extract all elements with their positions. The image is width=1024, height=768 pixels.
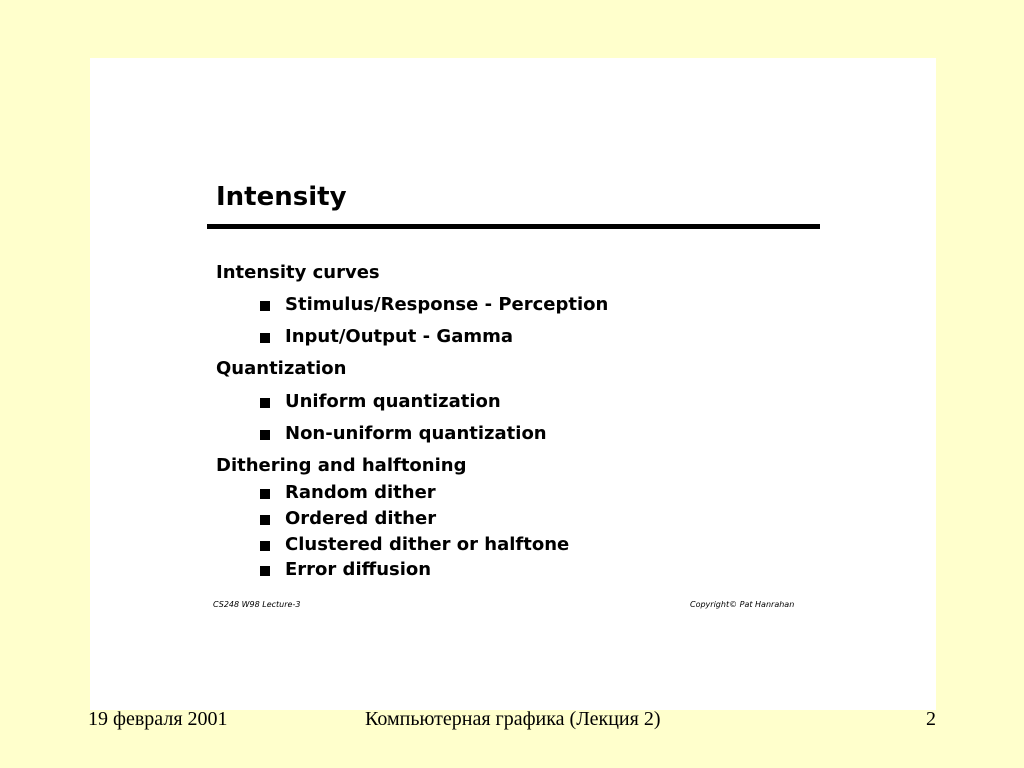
bullet-square-icon bbox=[260, 430, 270, 440]
slide-image-panel bbox=[90, 58, 936, 710]
outline-subitem: Stimulus/Response - Perception bbox=[285, 294, 609, 315]
outline-subitem: Random dither bbox=[285, 482, 436, 503]
copyright-note: Copyright© Pat Hanrahan bbox=[690, 600, 795, 609]
bullet-square-icon bbox=[260, 515, 270, 525]
outline-subitem: Non-uniform quantization bbox=[285, 423, 547, 444]
course-note: CS248 W98 Lecture-3 bbox=[213, 600, 301, 609]
footer-page-number: 2 bbox=[926, 708, 936, 730]
outline-subitem: Error diffusion bbox=[285, 559, 432, 580]
bullet-square-icon bbox=[260, 566, 270, 576]
outline-subitem: Uniform quantization bbox=[285, 391, 501, 412]
outline-subitem: Ordered dither bbox=[285, 508, 437, 529]
footer-course-title: Компьютерная графика (Лекция 2) bbox=[365, 708, 661, 730]
bullet-square-icon bbox=[260, 541, 270, 551]
footer-date: 19 февраля 2001 bbox=[88, 708, 228, 730]
slide-title: Intensity bbox=[216, 182, 347, 212]
bullet-square-icon bbox=[260, 301, 270, 311]
bullet-square-icon bbox=[260, 398, 270, 408]
title-divider bbox=[207, 224, 820, 229]
outline-heading: Intensity curves bbox=[216, 262, 380, 283]
outline-subitem: Input/Output - Gamma bbox=[285, 326, 513, 347]
bullet-square-icon bbox=[260, 489, 270, 499]
outline-heading: Dithering and halftoning bbox=[216, 455, 467, 476]
outline-subitem: Clustered dither or halftone bbox=[285, 534, 570, 555]
bullet-square-icon bbox=[260, 333, 270, 343]
outline-heading: Quantization bbox=[216, 358, 347, 379]
